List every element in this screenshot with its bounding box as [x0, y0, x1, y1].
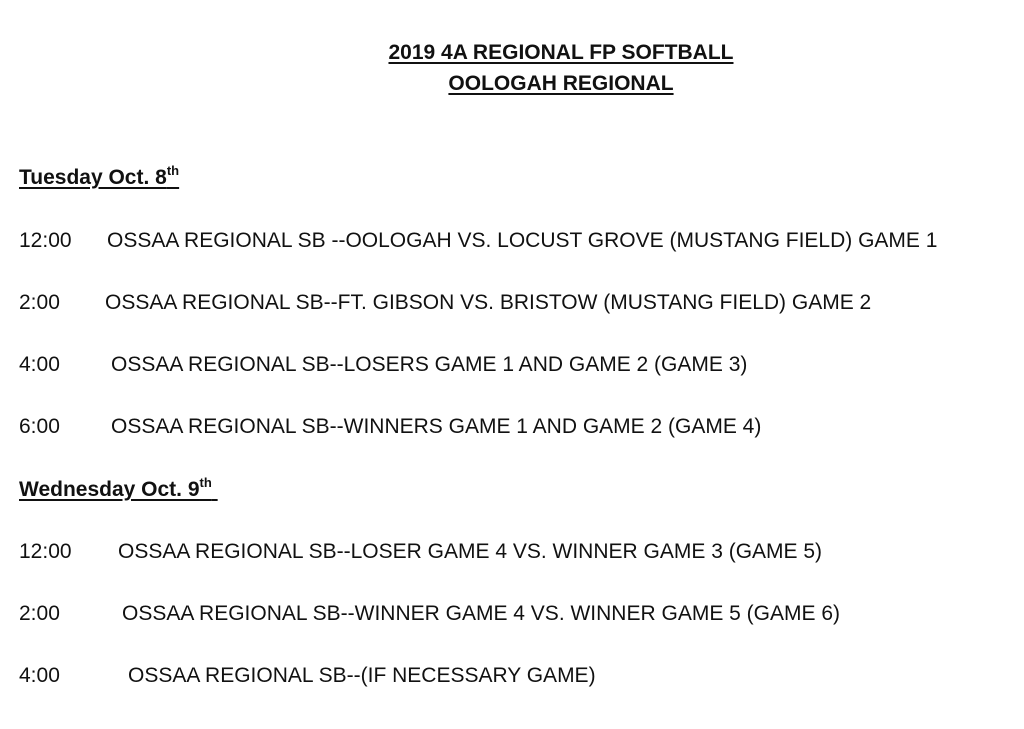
document-title: 2019 4A REGIONAL FP SOFTBALL: [388, 41, 734, 64]
day-heading-suffix: th: [166, 163, 180, 178]
day-heading-label: Tuesday Oct. 8: [19, 166, 167, 189]
game-time: 4:00: [19, 353, 60, 376]
game-description: OSSAA REGIONAL SB--LOSER GAME 4 VS. WINNER GAME 3 (GAME 5): [118, 540, 823, 563]
game-description: OSSAA REGIONAL SB--WINNER GAME 4 VS. WINNER GAME 5 (GAME 6): [122, 602, 841, 625]
game-description: OSSAA REGIONAL SB--LOSERS GAME 1 AND GAME 2 (GAME 3): [111, 353, 748, 376]
game-time: 12:00: [19, 540, 72, 563]
game-time: 6:00: [19, 415, 60, 438]
game-time: 4:00: [19, 664, 60, 687]
game-time: 2:00: [19, 291, 60, 314]
day-heading-suffix: th: [199, 475, 212, 490]
day-heading-wednesday: [19, 475, 218, 502]
game-description: OSSAA REGIONAL SB--(IF NECESSARY GAME): [128, 664, 596, 687]
game-time: 12:00: [19, 229, 72, 252]
game-description: OSSAA REGIONAL SB--FT. GIBSON VS. BRISTOW (MUSTANG FIELD) GAME 2: [105, 291, 872, 314]
game-time: 2:00: [19, 602, 60, 625]
day-heading-tuesday: [19, 163, 180, 190]
day-heading-label: Wednesday Oct. 9: [19, 478, 200, 501]
game-description: OSSAA REGIONAL SB--WINNERS GAME 1 AND GAME 2 (GAME 4): [111, 415, 762, 438]
game-description: OSSAA REGIONAL SB --OOLOGAH VS. LOCUST GROVE (MUSTANG FIELD) GAME 1: [107, 229, 938, 252]
document-subtitle: OOLOGAH REGIONAL: [448, 72, 674, 95]
